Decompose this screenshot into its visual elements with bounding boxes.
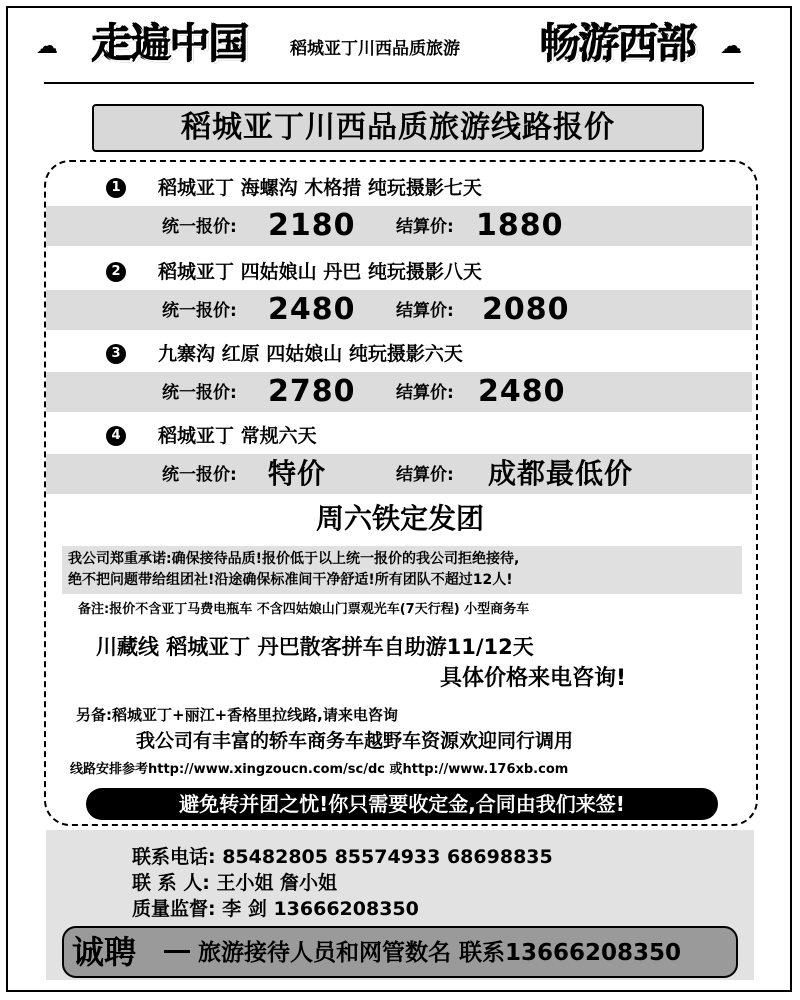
vehicles-line: 我公司有丰富的轿车商务车越野车资源欢迎同行调用 bbox=[136, 730, 574, 752]
route-number-badge: 2 bbox=[106, 262, 126, 282]
unified-price: 2480 bbox=[268, 292, 356, 327]
title-banner bbox=[92, 104, 704, 152]
header-middle-text: 稻城亚丁川西品质旅游 bbox=[290, 39, 460, 59]
route-title: 九寨沟 红原 四姑娘山 纯玩摄影六天 bbox=[158, 343, 463, 365]
price-row bbox=[46, 206, 752, 246]
quality-supervision: 质量监督: 李 剑 13666208350 bbox=[132, 898, 419, 920]
unified-price: 2180 bbox=[268, 208, 356, 243]
settle-price: 成都最低价 bbox=[488, 457, 634, 490]
route-title: 稻城亚丁 四姑娘山 丹巴 纯玩摄影八天 bbox=[158, 261, 482, 283]
route-item bbox=[44, 336, 758, 376]
recruit-banner bbox=[62, 926, 738, 978]
unified-price: 特价 bbox=[268, 457, 327, 490]
also-line: 另备:稻城亚丁+丽江+香格里拉线路,请来电咨询 bbox=[76, 706, 398, 724]
recruit-text: 旅游接待人员和网管数名 联系13666208350 bbox=[198, 940, 682, 966]
settle-price-label: 结算价: bbox=[396, 465, 454, 485]
route-number-badge: 4 bbox=[106, 426, 126, 446]
route-title: 稻城亚丁 海螺沟 木格措 纯玩摄影七天 bbox=[158, 177, 482, 199]
price-row bbox=[46, 290, 752, 330]
price-inquiry-line: 具体价格来电咨询! bbox=[440, 666, 627, 691]
header bbox=[0, 16, 800, 80]
promise-line: 绝不把问题带给组团社!沿途确保标准间干净舒适!所有团队不超过12人! bbox=[68, 572, 513, 588]
settle-price-label: 结算价: bbox=[396, 301, 454, 321]
weekend-departure: 周六铁定发团 bbox=[315, 502, 484, 535]
route-item bbox=[44, 254, 758, 294]
unified-price-label: 统一报价: bbox=[162, 465, 237, 485]
route-number-badge: 3 bbox=[106, 344, 126, 364]
settle-price-label: 结算价: bbox=[396, 217, 454, 237]
links-line: 线路安排参考http://www.xingzoucn.com/sc/dc 或http://www.176xb.com bbox=[70, 762, 569, 777]
unified-price-label: 统一报价: bbox=[162, 301, 237, 321]
header-divider bbox=[44, 82, 754, 84]
unified-price-label: 统一报价: bbox=[162, 217, 237, 237]
sichuan-tibet-line: 川藏线 稻城亚丁 丹巴散客拼车自助游11/12天 bbox=[96, 635, 534, 659]
contact-person: 联 系 人: 王小姐 詹小姐 bbox=[132, 872, 338, 894]
settle-price: 2480 bbox=[478, 374, 566, 409]
header-left-title: 走遍中国 bbox=[92, 20, 248, 67]
cloud-ornament-icon: ☁ bbox=[720, 34, 742, 59]
route-item bbox=[44, 170, 758, 210]
settle-price-label: 结算价: bbox=[396, 383, 454, 403]
banner-title: 稻城亚丁川西品质旅游线路报价 bbox=[181, 110, 615, 145]
route-title: 稻城亚丁 常规六天 bbox=[158, 425, 317, 447]
slogan-banner: 避免转并团之忧!你只需要收定金,合同由我们来签! bbox=[86, 788, 718, 820]
unified-price-label: 统一报价: bbox=[162, 383, 237, 403]
settle-price: 2080 bbox=[482, 292, 570, 327]
contact-phone: 联系电话: 85482805 85574933 68698835 bbox=[132, 846, 553, 868]
price-row bbox=[46, 454, 752, 494]
route-item bbox=[44, 418, 758, 458]
cloud-ornament-icon: ☁ bbox=[36, 34, 58, 59]
price-row bbox=[46, 372, 752, 412]
recruit-title: 诚聘 bbox=[72, 933, 137, 971]
header-right-title: 畅游西部 bbox=[540, 20, 696, 67]
promise-line: 我公司郑重承诺:确保接待品质!报价低于以上统一报价的我公司拒绝接待, bbox=[68, 551, 520, 567]
note-text: 备注:报价不含亚丁马费电瓶车 不含四姑娘山门票观光车(7天行程) 小型商务车 bbox=[78, 602, 530, 617]
promise-box bbox=[62, 546, 742, 594]
unified-price: 2780 bbox=[268, 374, 356, 409]
settle-price: 1880 bbox=[476, 208, 564, 243]
route-number-badge: 1 bbox=[106, 178, 126, 198]
recruit-dash bbox=[164, 950, 190, 953]
